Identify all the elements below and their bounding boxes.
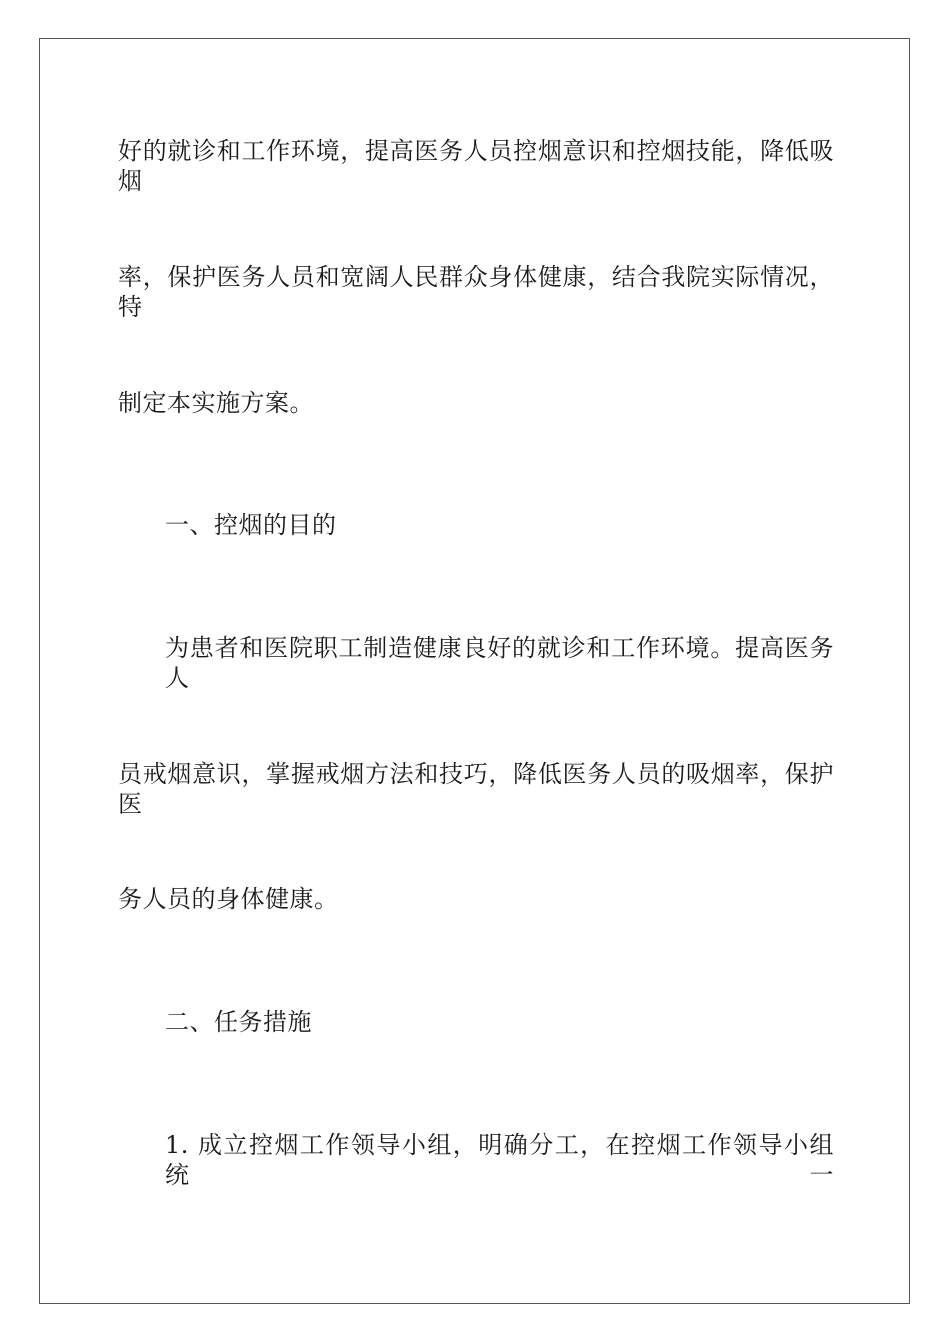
paragraph-line: 率，保护医务人员和宽阔人民群众身体健康，结合我院实际情况，特	[118, 263, 834, 321]
paragraph-line: 务人员的身体健康。	[118, 885, 339, 913]
list-item: 1. 成立控烟工作领导小组，明确分工，在控烟工作领导小组统一	[165, 1131, 834, 1189]
section-heading: 二、任务措施	[165, 1008, 312, 1036]
section-heading: 一、控烟的目的	[165, 511, 337, 539]
paragraph-line: 为患者和医院职工制造健康良好的就诊和工作环境。提高医务人	[165, 634, 834, 692]
paragraph-line: 制定本实施方案。	[118, 389, 314, 417]
paragraph-line: 好的就诊和工作环境，提高医务人员控烟意识和控烟技能，降低吸烟	[118, 137, 834, 195]
paragraph-line: 员戒烟意识，掌握戒烟方法和技巧，降低医务人员的吸烟率，保护医	[118, 760, 834, 818]
